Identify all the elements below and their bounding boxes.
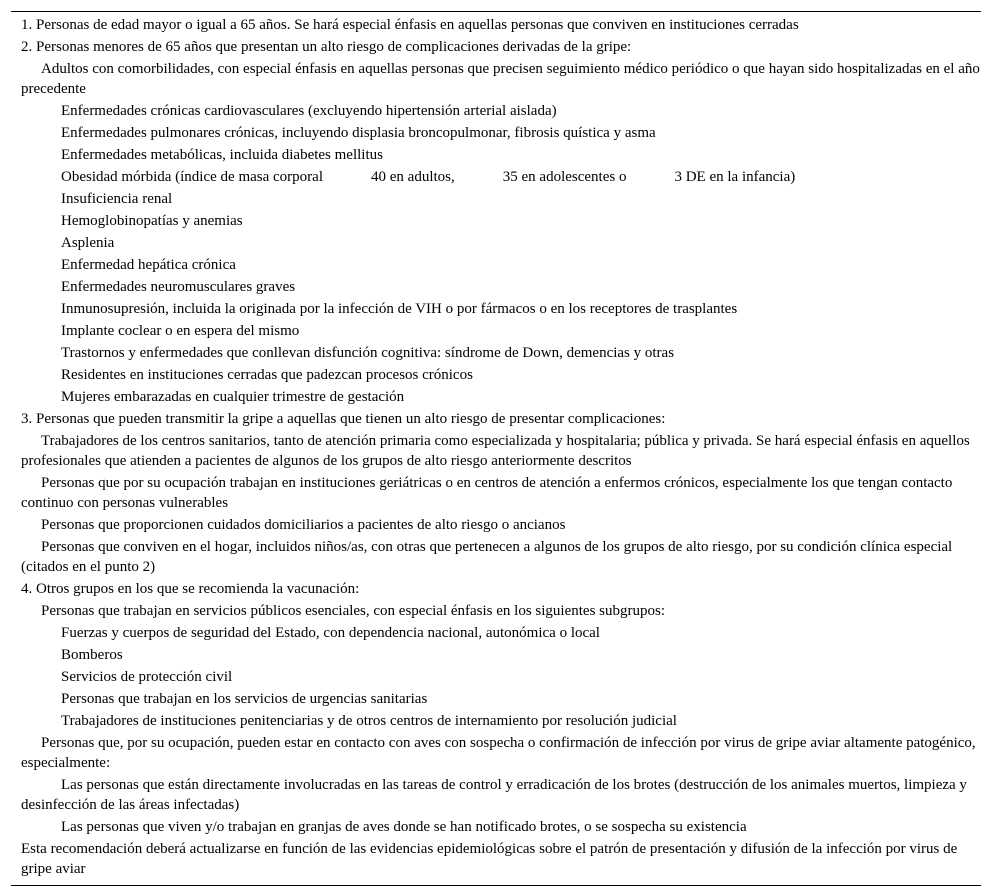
list-item: Trabajadores de instituciones penitenciarias y de otros centros de internamiento por resolución judicial bbox=[61, 713, 677, 729]
list-item: Insuficiencia renal bbox=[61, 191, 173, 207]
list-item: Implante coclear o en espera del mismo bbox=[61, 323, 300, 339]
list-item: Mujeres embarazadas en cualquier trimestre de gestación bbox=[61, 389, 405, 405]
list-item: Las personas que están directamente involucradas en las tareas de control y erradicación de los brotes (destrucción de los animales muertos, limpieza y desinfección de las áreas infectadas) bbox=[21, 777, 967, 813]
obesity-item bbox=[11, 166, 981, 188]
obesity-part-1: Obesidad mórbida (índice de masa corporal bbox=[61, 169, 323, 185]
list-item: Enfermedades neuromusculares graves bbox=[61, 279, 296, 295]
list-item: Personas que conviven en el hogar, incluidos niños/as, con otras que pertenecen a algunos de los grupos de alto riesgo, por su condición clínica especial (citados en el punto 2) bbox=[21, 539, 953, 575]
list-item: Residentes en instituciones cerradas que padezcan procesos crónicos bbox=[61, 367, 473, 383]
adults-comorbidities: Adultos con comorbilidades, con especial énfasis en aquellas personas que precisen seguimiento médico periódico o que hayan sido hospitalizadas en el año precedente bbox=[21, 61, 980, 97]
item-2-heading: 2. Personas menores de 65 años que presentan un alto riesgo de complicaciones derivadas de la gripe: bbox=[21, 39, 632, 55]
obesity-part-4: 3 DE en la infancia) bbox=[674, 169, 796, 185]
item-4-heading: 4. Otros grupos en los que se recomienda la vacunación: bbox=[21, 581, 360, 597]
list-item: Personas que trabajan en servicios públicos esenciales, con especial énfasis en los siguientes subgrupos: bbox=[41, 603, 666, 619]
list-item: Asplenia bbox=[61, 235, 115, 251]
list-item: Inmunosupresión, incluida la originada por la infección de VIH o por fármacos o en los receptores de trasplantes bbox=[61, 301, 738, 317]
list-item: Enfermedades pulmonares crónicas, incluyendo displasia broncopulmonar, fibrosis quística y asma bbox=[61, 125, 656, 141]
obesity-part-3: 35 en adolescentes o bbox=[502, 169, 627, 185]
list-item: Personas que proporcionen cuidados domiciliarios a pacientes de alto riesgo o ancianos bbox=[41, 517, 566, 533]
list-item: Bomberos bbox=[61, 647, 123, 663]
list-item: Trabajadores de los centros sanitarios, tanto de atención primaria como especializada y hospitalaria; pública y privada. Se hará especial énfasis en aquellos profesionales que atienden a pacientes de algunos de los grupos de alto riesgo anteriormente descritos bbox=[21, 433, 970, 469]
list-item: Enfermedades crónicas cardiovasculares (excluyendo hipertensión arterial aislada) bbox=[61, 103, 557, 119]
list-item: Hemoglobinopatías y anemias bbox=[61, 213, 243, 229]
list-item: Trastornos y enfermedades que conllevan disfunción cognitiva: síndrome de Down, demencias y otras bbox=[61, 345, 675, 361]
closing-note: Esta recomendación deberá actualizarse en función de las evidencias epidemiológicas sobre el patrón de presentación y difusión de la infección por virus de gripe aviar bbox=[21, 841, 958, 877]
item-1-heading: 1. Personas de edad mayor o igual a 65 años. Se hará especial énfasis en aquellas personas que conviven en instituciones cerradas bbox=[21, 17, 799, 33]
list-item: Personas que trabajan en los servicios de urgencias sanitarias bbox=[61, 691, 428, 707]
list-item: Personas que por su ocupación trabajan en instituciones geriátricas o en centros de atención a enfermos crónicos, especialmente los que tengan contacto continuo con personas vulnerables bbox=[21, 475, 953, 511]
recommendation-table bbox=[11, 11, 981, 886]
list-item: Enfermedad hepática crónica bbox=[61, 257, 236, 273]
list-item: Las personas que viven y/o trabajan en granjas de aves donde se han notificado brotes, o se sospecha su existencia bbox=[61, 819, 747, 835]
list-item: Enfermedades metabólicas, incluida diabetes mellitus bbox=[61, 147, 383, 163]
obesity-part-2: 40 en adultos, bbox=[371, 169, 455, 185]
list-item: Servicios de protección civil bbox=[61, 669, 233, 685]
list-item: Personas que, por su ocupación, pueden estar en contacto con aves con sospecha o confirmación de infección por virus de gripe aviar altamente patogénico, especialmente: bbox=[21, 735, 976, 771]
item-3-heading: 3. Personas que pueden transmitir la gripe a aquellas que tienen un alto riesgo de presentar complicaciones: bbox=[21, 411, 666, 427]
list-item: Fuerzas y cuerpos de seguridad del Estado, con dependencia nacional, autonómica o local bbox=[61, 625, 600, 641]
